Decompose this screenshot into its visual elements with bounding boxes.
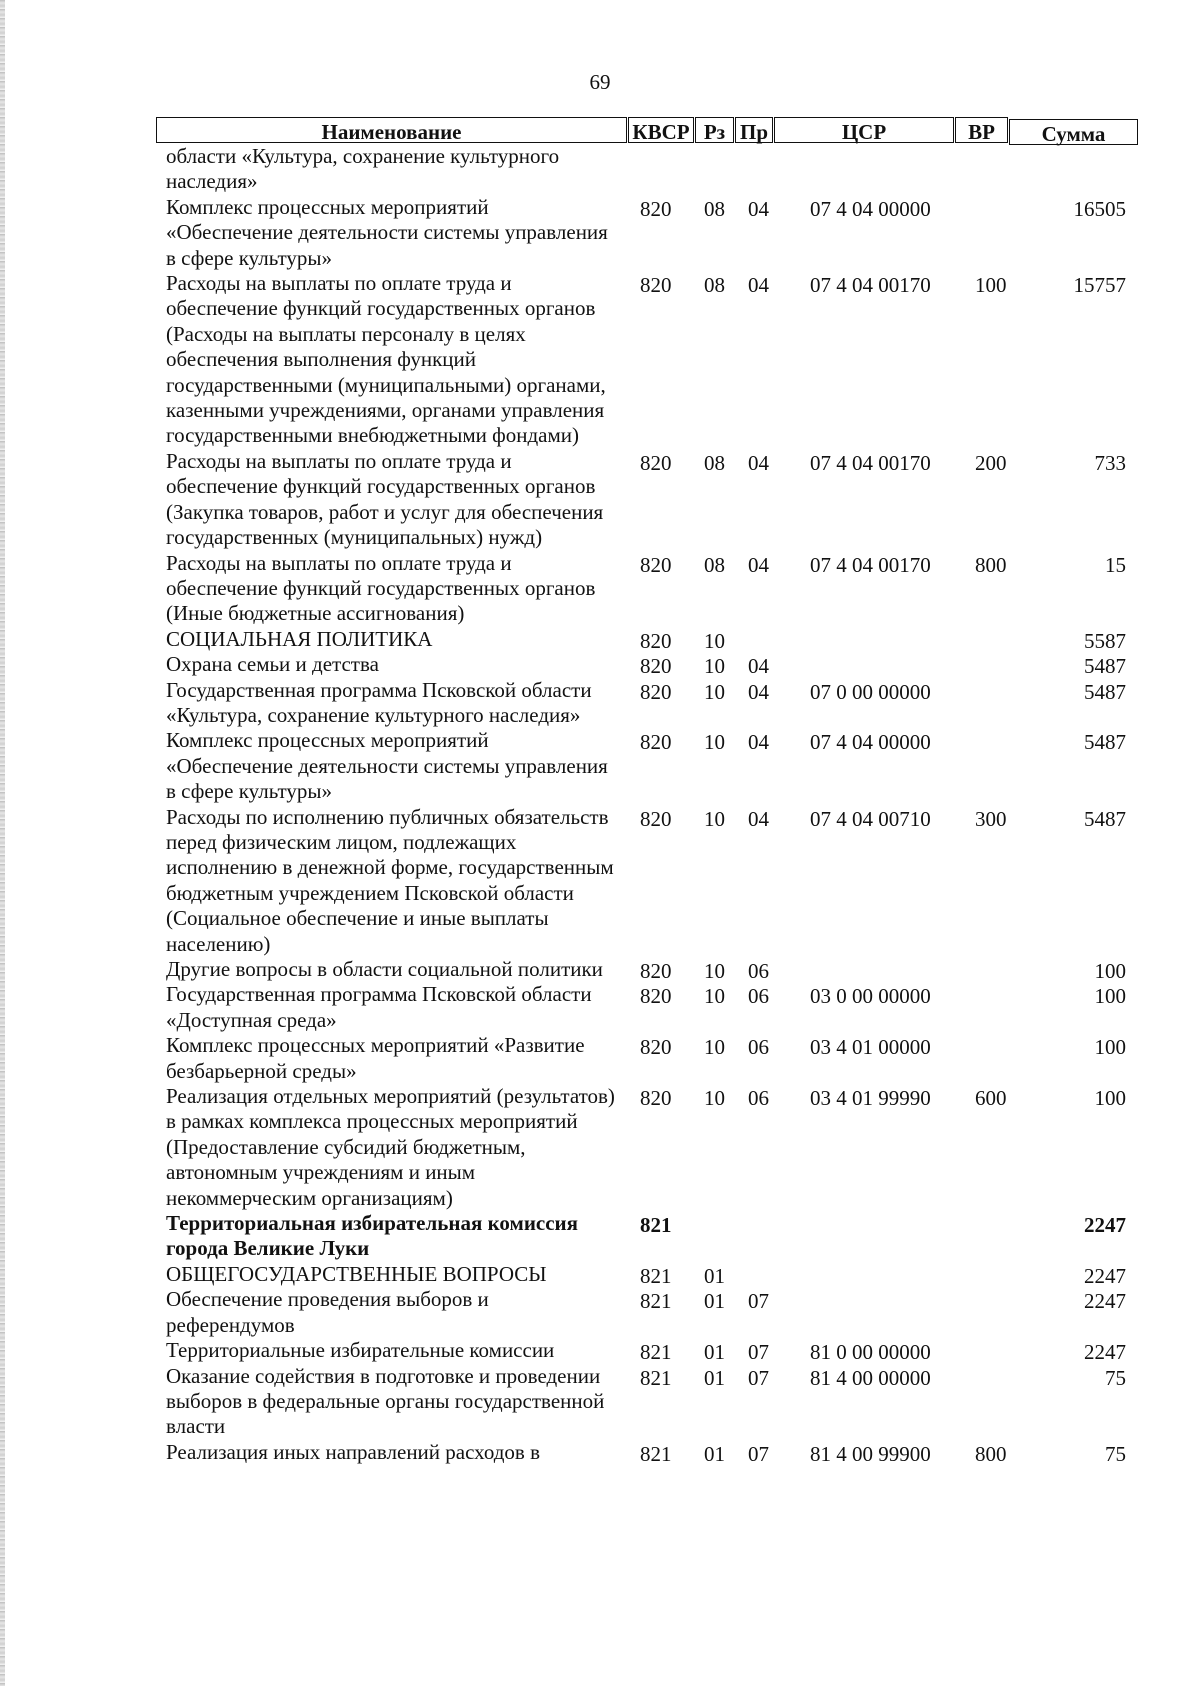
- row-vr: 300: [975, 806, 1007, 831]
- row-csr: 81 4 00 99900: [810, 1441, 931, 1466]
- table-row: [0, 805, 1200, 957]
- row-rz: 10: [704, 806, 725, 831]
- row-sum: 75: [1105, 1441, 1126, 1466]
- row-kvsr: 820: [640, 959, 672, 983]
- row-kvsr: 820: [640, 679, 672, 704]
- row-name: Территориальная избирательная комиссия города Великие Луки: [166, 1211, 579, 1261]
- row-kvsr: 821: [640, 1263, 672, 1288]
- row-name: Охрана семьи и детства: [166, 652, 379, 677]
- header-kvsr: КВСР: [628, 117, 694, 143]
- table-row: [0, 551, 1200, 627]
- row-rz: 10: [704, 628, 725, 653]
- row-kvsr: 820: [640, 1086, 672, 1111]
- row-kvsr: 821: [640, 1213, 672, 1238]
- row-csr: 07 4 04 00170: [810, 273, 931, 298]
- row-pr: 07: [748, 1340, 769, 1365]
- row-rz: 01: [704, 1340, 725, 1365]
- row-sum: 100: [1094, 959, 1126, 983]
- table-row: [0, 1211, 1200, 1262]
- table-row: [0, 1084, 1200, 1211]
- row-csr: 81 0 00 00000: [810, 1340, 931, 1365]
- row-kvsr: 821: [640, 1441, 672, 1466]
- row-sum: 5487: [1084, 654, 1126, 679]
- row-name: Расходы на выплаты по оплате труда и обеспечение функций государственных органов (Закупка товаров, работ и услуг для обеспечения государственных (муниципальных) нужд): [166, 448, 604, 550]
- row-kvsr: 820: [640, 273, 672, 298]
- row-name: Расходы на выплаты по оплате труда и обеспечение функций государственных органов (Иные бюджетные ассигнования): [166, 550, 596, 626]
- header-csr: ЦСР: [774, 117, 954, 143]
- row-pr: 04: [748, 196, 769, 221]
- row-sum: 2247: [1084, 1263, 1126, 1288]
- row-pr: 04: [748, 552, 769, 577]
- row-name: Расходы на выплаты по оплате труда и обеспечение функций государственных органов (Расходы на выплаты персоналу в целях обеспечения выполнения функций государственными (муниципальными) органами, казенными учреждениями, органами управления государственными внебюджетными фондами): [166, 271, 606, 448]
- row-rz: 08: [704, 450, 725, 475]
- row-sum: 5487: [1084, 679, 1126, 704]
- row-rz: 10: [704, 1035, 725, 1060]
- row-rz: 10: [704, 959, 725, 983]
- row-name: Реализация иных направлений расходов в: [166, 1439, 541, 1464]
- header-rz: Рз: [695, 117, 734, 143]
- row-rz: 01: [704, 1441, 725, 1466]
- row-kvsr: 820: [640, 450, 672, 475]
- table-row: [0, 195, 1200, 271]
- table-row: [0, 957, 1200, 982]
- row-pr: 07: [748, 1441, 769, 1466]
- row-kvsr: 821: [640, 1289, 672, 1314]
- row-csr: 07 4 04 00710: [810, 806, 931, 831]
- row-sum: 75: [1105, 1365, 1126, 1390]
- row-pr: 06: [748, 1086, 769, 1111]
- row-pr: 06: [748, 1035, 769, 1060]
- row-sum: 5487: [1084, 806, 1126, 831]
- row-rz: 01: [704, 1365, 725, 1390]
- row-name: Оказание содействия в подготовке и проведении выборов в федеральные органы государственной власти: [166, 1363, 605, 1439]
- row-csr: 07 4 04 00170: [810, 450, 931, 475]
- row-sum: 5487: [1084, 730, 1126, 755]
- row-kvsr: 820: [640, 806, 672, 831]
- row-rz: 10: [704, 730, 725, 755]
- header-name: Наименование: [156, 117, 627, 143]
- row-vr: 600: [975, 1086, 1007, 1111]
- row-csr: 03 4 01 00000: [810, 1035, 931, 1060]
- row-name: Комплекс процессных мероприятий «Развитие безбарьерной среды»: [166, 1033, 585, 1083]
- row-sum: 100: [1094, 1035, 1126, 1060]
- row-name: ОБЩЕГОСУДАРСТВЕННЫЕ ВОПРОСЫ: [166, 1261, 547, 1286]
- row-pr: 04: [748, 450, 769, 475]
- header-sum: Сумма: [1009, 119, 1138, 145]
- row-vr: 200: [975, 450, 1007, 475]
- row-kvsr: 820: [640, 196, 672, 221]
- row-name: Государственная программа Псковской области «Культура, сохранение культурного наследия»: [166, 677, 592, 727]
- row-pr: 04: [748, 730, 769, 755]
- row-csr: 03 4 01 99990: [810, 1086, 931, 1111]
- page-number: 69: [589, 70, 611, 94]
- row-name: Другие вопросы в области социальной политики: [166, 957, 603, 981]
- row-name: Государственная программа Псковской области «Доступная среда»: [166, 982, 592, 1032]
- row-csr: 07 4 04 00170: [810, 552, 931, 577]
- header-pr: Пр: [735, 117, 773, 143]
- row-name: Обеспечение проведения выборов и референдумов: [166, 1287, 489, 1337]
- header-vr: ВР: [955, 117, 1008, 143]
- row-kvsr: 820: [640, 552, 672, 577]
- row-kvsr: 820: [640, 1035, 672, 1060]
- row-pr: 06: [748, 984, 769, 1009]
- table-row: [0, 678, 1200, 729]
- row-sum: 2247: [1084, 1340, 1126, 1365]
- table-body: [0, 144, 1200, 1465]
- row-sum: 15: [1105, 552, 1126, 577]
- row-sum: 16505: [1073, 196, 1126, 221]
- row-pr: 04: [748, 806, 769, 831]
- row-kvsr: 820: [640, 730, 672, 755]
- table-row: [0, 1440, 1200, 1465]
- row-csr: 07 4 04 00000: [810, 730, 931, 755]
- table-row: [0, 1262, 1200, 1287]
- row-name: СОЦИАЛЬНАЯ ПОЛИТИКА: [166, 626, 433, 651]
- row-rz: 08: [704, 552, 725, 577]
- table-row: [0, 1287, 1200, 1338]
- row-pr: 07: [748, 1365, 769, 1390]
- row-sum: 2247: [1084, 1213, 1126, 1238]
- row-name: Комплекс процессных мероприятий «Обеспечение деятельности системы управления в сфере культуры»: [166, 728, 608, 804]
- row-vr: 100: [975, 273, 1007, 298]
- row-name: Реализация отдельных мероприятий (результатов) в рамках комплекса процессных мероприятий (Предоставление субсидий бюджетным, автономным учреждениям и иным некоммерческим организациям): [166, 1084, 615, 1210]
- table-row: [0, 627, 1200, 652]
- table-header: [156, 117, 1138, 145]
- row-csr: 81 4 00 00000: [810, 1365, 931, 1390]
- row-name: Территориальные избирательные комиссии: [166, 1338, 555, 1363]
- row-name: Расходы по исполнению публичных обязательств перед физическим лицом, подлежащих исполнению в денежной форме, государственным бюджетным учреждением Псковской области (Социальное обеспечение и иные выплаты населению): [166, 804, 614, 956]
- row-sum: 100: [1094, 1086, 1126, 1111]
- row-pr: 07: [748, 1289, 769, 1314]
- row-rz: 01: [704, 1263, 725, 1288]
- row-pr: 04: [748, 679, 769, 704]
- row-rz: 10: [704, 679, 725, 704]
- row-name: Комплекс процессных мероприятий «Обеспечение деятельности системы управления в сфере культуры»: [166, 194, 608, 270]
- row-kvsr: 820: [640, 628, 672, 653]
- row-sum: 100: [1094, 984, 1126, 1009]
- row-rz: 10: [704, 654, 725, 679]
- row-kvsr: 820: [640, 654, 672, 679]
- table-row: [0, 652, 1200, 677]
- row-name: области «Культура, сохранение культурного наследия»: [166, 144, 560, 194]
- row-rz: 01: [704, 1289, 725, 1314]
- row-pr: 04: [748, 273, 769, 298]
- row-vr: 800: [975, 1441, 1007, 1466]
- row-sum: 5587: [1084, 628, 1126, 653]
- row-pr: 06: [748, 959, 769, 983]
- row-kvsr: 821: [640, 1365, 672, 1390]
- row-sum: 15757: [1073, 273, 1126, 298]
- table-row: [0, 144, 1200, 195]
- table-row: [0, 1338, 1200, 1363]
- row-csr: 03 0 00 00000: [810, 984, 931, 1009]
- row-rz: 08: [704, 196, 725, 221]
- table-row: [0, 1364, 1200, 1440]
- table-row: [0, 449, 1200, 551]
- row-rz: 10: [704, 1086, 725, 1111]
- row-rz: 10: [704, 984, 725, 1009]
- row-sum: 2247: [1084, 1289, 1126, 1314]
- row-csr: 07 0 00 00000: [810, 679, 931, 704]
- row-csr: 07 4 04 00000: [810, 196, 931, 221]
- table-row: [0, 271, 1200, 449]
- row-rz: 08: [704, 273, 725, 298]
- row-sum: 733: [1094, 450, 1126, 475]
- table-row: [0, 1033, 1200, 1084]
- row-pr: 04: [748, 654, 769, 679]
- row-kvsr: 820: [640, 984, 672, 1009]
- row-kvsr: 821: [640, 1340, 672, 1365]
- table-row: [0, 728, 1200, 804]
- table-row: [0, 982, 1200, 1033]
- row-vr: 800: [975, 552, 1007, 577]
